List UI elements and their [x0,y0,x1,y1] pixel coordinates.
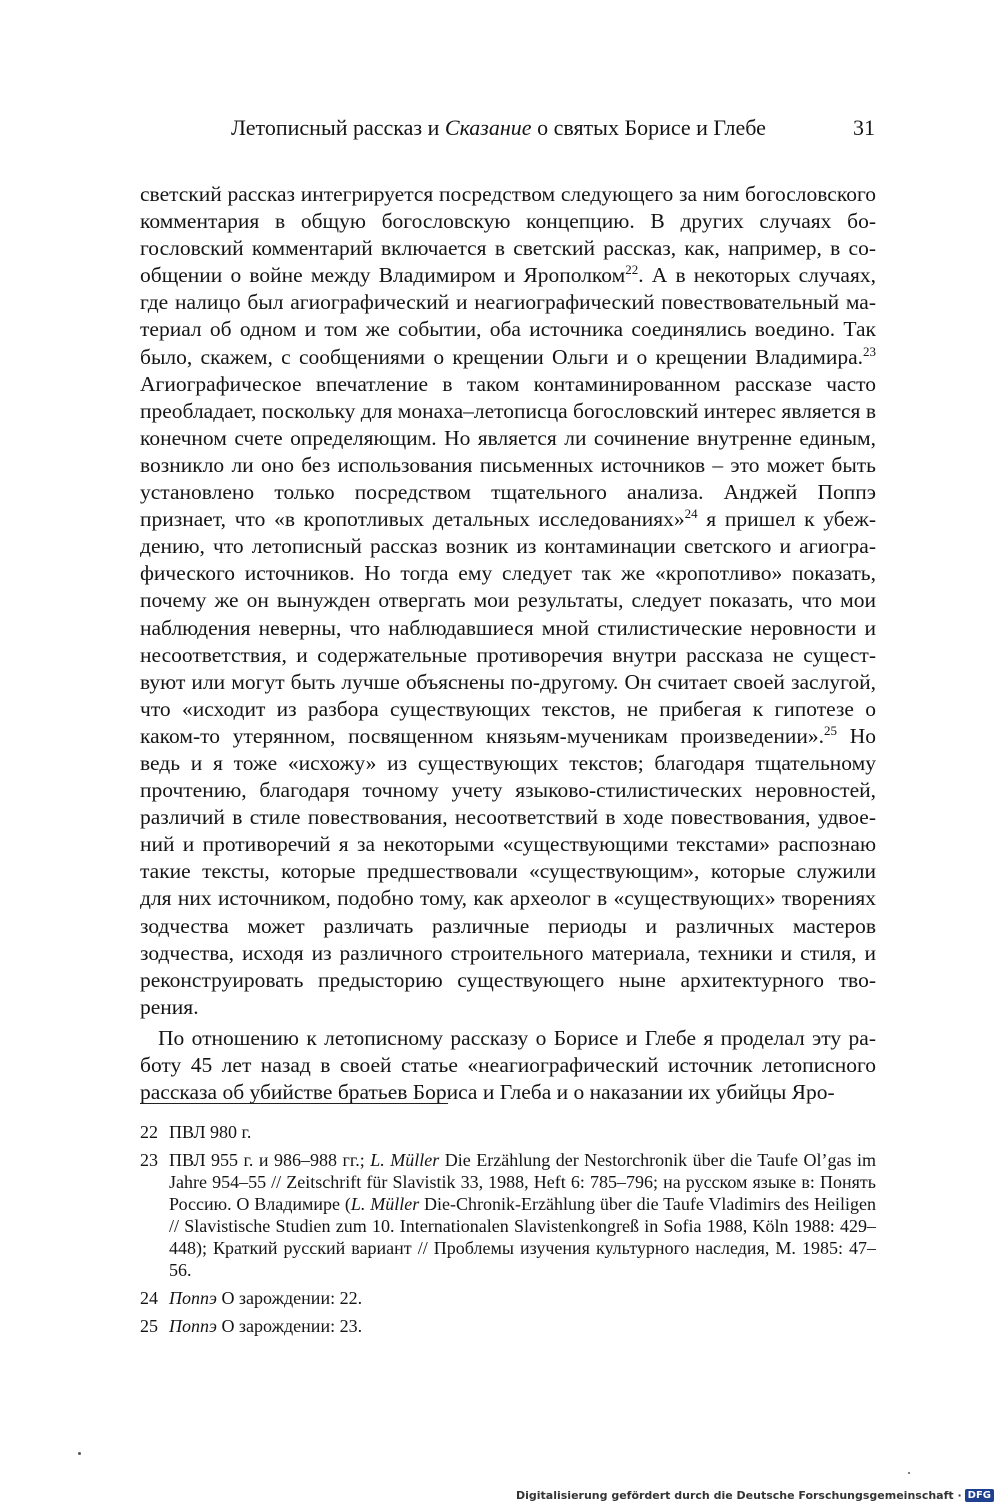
paragraph: По отношению к летописному рассказу о Борисе и Глебе я проделал эту работу 45 лет назад в своей статье «неагиографический источник летописного рассказа об убийстве братьев Бориса и Глеба и о наказании их убийцы Яро- [140,1025,876,1105]
footnote-text: ПВЛ 980 г. [169,1122,252,1142]
running-title [231,113,766,143]
paragraph [140,181,876,1021]
footnote [140,1121,876,1143]
footnote-author: L. Müller [370,1150,440,1170]
footnote-author: Поппэ [169,1316,217,1336]
footnote-author: L. Müller [350,1194,420,1214]
footnote-ref: 24 [684,505,698,521]
footnote-ref: 25 [823,722,837,738]
digitization-credit [516,1489,994,1502]
footnote [140,1287,876,1309]
text-run: Но ведь и я тоже «исхожу» из существующих текстов; благодаря тщательному прочтению, благодаря точному учету языково-стилистических неровностей, различий в стиле повествования, несоответствий в ходе повествования, удвоений и противоречий я за некоторыми «существующими текстами» распознаю такие тексты, которые предшествовали «существующим», которые служили для них источником, подобно тому, как археолог в «существующих» творениях зодчества может различать различные периоды и различных мастеров зодчества, исходя из различного строительного материала, техники и стиля, и реконструировать предысторию существующего ныне архитектурного творения. [140,723,876,1019]
footnote-number: 23 [140,1150,158,1170]
footnote-text: ПВЛ 955 г. и 986–988 гг.; [169,1150,371,1170]
footnotes [140,1121,876,1343]
footnote-ref: 22 [625,262,639,278]
footnote-divider [140,1103,448,1104]
footnote [140,1149,876,1281]
footnote-number: 24 [140,1288,158,1308]
page-number: 31 [853,115,875,140]
footnote-text: О зарождении: 23. [216,1316,363,1336]
credit-text: Digitalisierung gefördert durch die Deutsche Forschungsgemeinschaft · [515,1489,962,1502]
body-text [140,181,876,1106]
text-run: Агиографическое впечатление в таком контаминированном рассказе часто преобладает, поскольку для монаха–летописца богословский интерес является в конечном счете определяющим. Но является ли сочинение внутренне единым, возникло ли оно без использования письменных источников – это может быть установлено только посредством тщательного анализа. Анджей Поппэ признает, что «в кропотливых детальных исследованиях» [140,371,876,532]
footnote-ref: 23 [863,343,876,359]
footnote [140,1315,876,1337]
footnote-number: 25 [140,1316,158,1336]
text-run: я пришел к убеждению, что летописный рассказ возник из контаминации светского и агиографического источников. Но тогда ему следует так же «кропотливо» показать, почему же он вынужден отвергать мои результаты, следует показать, что мои наблюдения неверны, что наблюдавшиеся мной стилистические неровности и несоответствия, и содержательные противоречия внутри рассказа не существуют или могут быть лучше объяснены по-другому. Он считает своей заслугой, что «исходит из разбора существующих текстов, не прибегая к гипотезе о каком-то утерянном, посвященном князьям-мученикам произведении». [140,507,877,748]
dfg-logo-icon: DFG [965,1489,994,1502]
footnote-text: Die Erzählung der Nestorchronik über die Taufe Ol’gas im Jahre 954–55 // Zeitschrift für Slavistik 33, 1988, Heft 6: 785–796; на русском языке в: Понять Россию. О Владимире ( [169,1150,876,1214]
running-title-text-end: о святых Борисе и Глебе [531,115,766,140]
text-run: . А в некоторых случаях, где налицо был агиографический и неагиографический повествовательный материал об одном и том же событии, оба источника соединялись воедино. Так было, скажем, с сообщениями о крещении Ольги и о крещении Владимира. [140,263,876,369]
text-run: светский рассказ интегрируется посредством следующего за ним богословского комментария в общую богословскую концепцию. В других случаях богословский комментарий включается в светский рассказ, как, например, в сообщении о войне между Владимиром и Ярополком [140,182,876,288]
footnote-author: Поппэ [169,1288,217,1308]
running-title-text: Летописный рассказ и [231,115,445,140]
footnote-number: 22 [140,1122,158,1142]
scan-speck [78,1452,81,1455]
running-title-italic: Сказание [444,115,532,140]
footnote-text: Die-Chronik-Erzählung über die Taufe Vladimirs des Heiligen // Slavistische Studien zum 10. Internationalen Slavistenkongreß in Sofia 1988, Köln 1988: 429–448); Краткий русский вариант // Проблемы изучения культурного наследия, М. 1985: 47–56. [169,1194,876,1280]
footnote-text: О зарождении: 22. [216,1288,363,1308]
scan-speck [908,1472,910,1474]
